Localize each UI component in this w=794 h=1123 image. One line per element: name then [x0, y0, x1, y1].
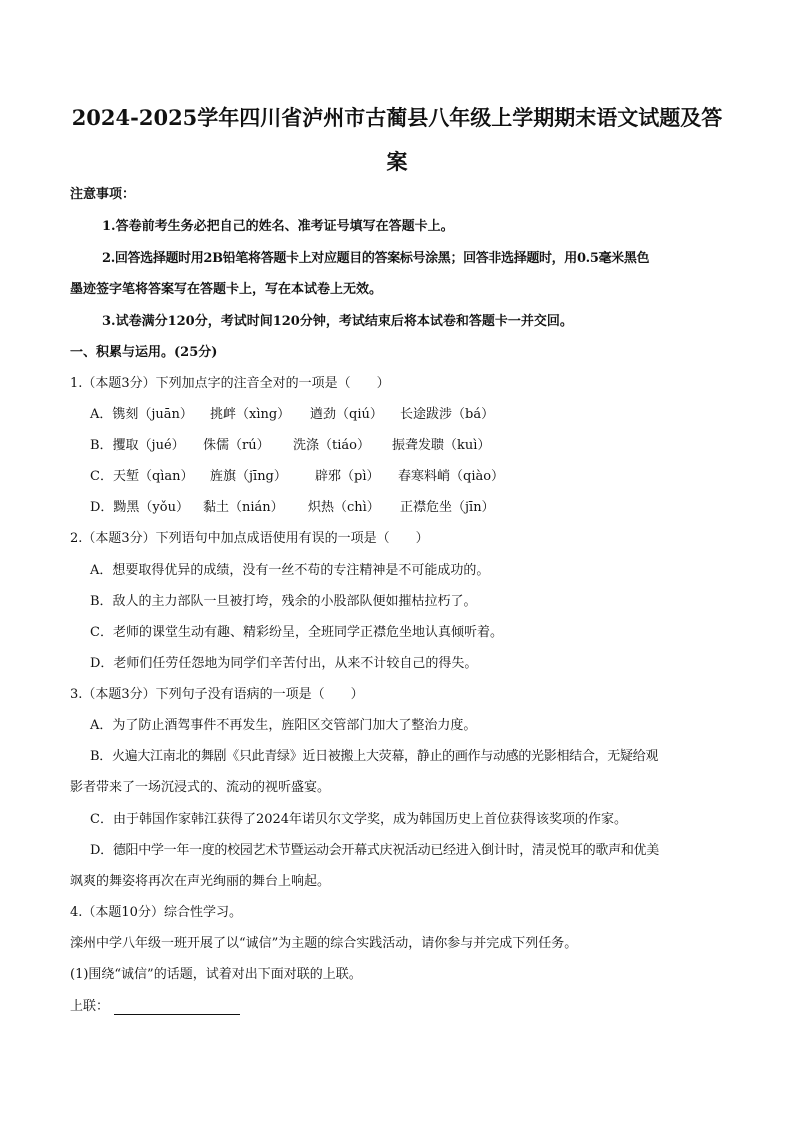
q1-option-b-word-1: B．攫取（jué）: [90, 438, 185, 453]
q3-stem: 3.（本题3分）下列句子没有语病的一项是（ ）: [70, 687, 364, 702]
q2-option-d: D．老师们任劳任怨地为同学们辛苦付出，从来不计较自己的得失。: [90, 656, 478, 671]
notice-item-2-line2: 墨迹签字笔将答案写在答题卡上，写在本试卷上无效。: [70, 282, 383, 297]
q3-option-b-line2: 影者带来了一场沉浸式的、流动的视听盛宴。: [70, 780, 331, 795]
q2-option-c: C．老师的课堂生动有趣、精彩纷呈，全班同学正襟危坐地认真倾听着。: [90, 625, 503, 640]
notice-heading: 注意事项：: [70, 187, 136, 202]
q1-option-d-word-2: 黏土（nián）: [203, 500, 284, 515]
q2-stem: 2.（本题3分）下列语句中加点成语使用有误的一项是（ ）: [70, 531, 429, 546]
q1-option-b-word-2: 侏儒（rú）: [203, 438, 270, 453]
q1-option-a-word-1: A．镌刻（juān）: [90, 407, 193, 422]
q1-option-d-word-3: 炽热（chì）: [308, 500, 380, 515]
notice-item-1: 1.答卷前考生务必把自己的姓名、准考证号填写在答题卡上。: [102, 219, 454, 234]
notice-item-2-line1: 2.回答选择题时用2B铅笔将答题卡上对应题目的答案标号涂黑；回答非选择题时，用0.5毫米黑色: [102, 251, 650, 266]
q1-option-d-word-1: D．黝黑（yǒu）: [90, 500, 189, 515]
q3-option-c: C．由于韩国作家韩江获得了2024年诺贝尔文学奖，成为韩国历史上首位获得该奖项的作家。: [90, 812, 628, 827]
q1-option-c-word-1: C．天堑（qìan）: [90, 469, 194, 484]
document-title-line1: 2024-2025学年四川省泸州市古蔺县八年级上学期期末语文试题及答: [71, 105, 723, 130]
section1-heading: 一、积累与运用。(25分): [70, 345, 218, 360]
notice-item-3: 3.试卷满分120分，考试时间120分钟，考试结束后将本试卷和答题卡一并交回。: [102, 314, 573, 329]
q1-option-a-word-4: 长途跋涉（bá）: [400, 407, 495, 422]
answer-blank-line[interactable]: [114, 1014, 240, 1015]
q1-option-b-word-3: 洗涤（tiáo）: [293, 438, 370, 453]
q3-option-b-line1: B．火遍大江南北的舞剧《只此青绿》近日被搬上大荧幕，静止的画作与动感的光影相结合，无疑给观: [90, 749, 659, 764]
q1-option-c-word-2: 旌旗（jīng）: [210, 469, 287, 484]
q4-sub-question-1: (1)围绕“诚信”的话题，试着对出下面对联的上联。: [70, 967, 362, 982]
q4-intro: 滦州中学八年级一班开展了以“诚信”为主题的综合实践活动，请你参与并完成下列任务。: [70, 936, 578, 951]
q1-option-c-word-4: 春寒料峭（qiào）: [398, 469, 505, 484]
q3-option-d-line1: D．德阳中学一年一度的校园艺术节暨运动会开幕式庆祝活动已经进入倒计时，清灵悦耳的歌声和优美: [90, 843, 659, 858]
document-title-line2: 案: [386, 149, 408, 174]
q1-option-c-word-3: 辟邪（pì）: [315, 469, 380, 484]
q1-option-a-word-3: 遒劲（qiú）: [310, 407, 383, 422]
q2-option-b: B．敌人的主力部队一旦被打垮，残余的小股部队便如摧枯拉朽了。: [90, 594, 477, 609]
q1-option-a-word-2: 挑衅（xìng）: [210, 407, 291, 422]
q3-option-d-line2: 飒爽的舞姿将再次在声光绚丽的舞台上响起。: [70, 874, 331, 889]
q3-option-a: A．为了防止酒驾事件不再发生，旌阳区交管部门加大了整治力度。: [90, 718, 477, 733]
q2-option-a: A．想要取得优异的成绩，没有一丝不苟的专注精神是不可能成功的。: [90, 563, 490, 578]
q1-stem: 1.（本题3分）下列加点字的注音全对的一项是（ ）: [70, 376, 390, 391]
q4-answer-label: 上联：: [70, 999, 110, 1014]
q1-option-d-word-4: 正襟危坐（jīn）: [400, 500, 495, 515]
q1-option-b-word-4: 振聋发聩（kuì）: [392, 438, 491, 453]
q4-stem: 4.（本题10分）综合性学习。: [70, 905, 242, 920]
